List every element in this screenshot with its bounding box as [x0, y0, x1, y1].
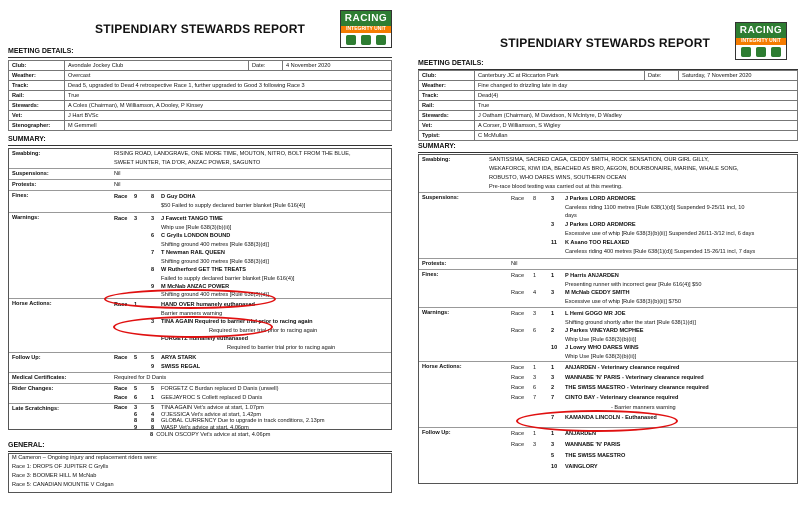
race-number: 6: [134, 411, 138, 418]
swabbing-line: SWEET HUNTER, TIA D'OR, ANZAC POWER, SAGUNTO: [114, 159, 261, 166]
detail: Shifting ground 300 metres [Rule 638(3)(d)]: [161, 258, 269, 265]
race-label: Race: [114, 405, 128, 411]
detail: $50 Failed to supply declared barrier blanket [Rule 616(4)]: [161, 203, 306, 209]
race-number: 1: [533, 431, 537, 437]
race-number: 8: [134, 418, 138, 424]
horse-action: THE SWISS MAESTRO - Veterinary clearance required: [565, 385, 709, 391]
horse-number: 8: [151, 424, 155, 431]
detail: Excessive use of whip [Rule 638(3)(b)(ii)] $750: [565, 298, 681, 305]
row-label: Rider Changes:: [12, 386, 54, 392]
horse-name: WANNABE 'N' PARIS: [565, 442, 621, 448]
race-number: 7: [533, 395, 537, 401]
race-number: 6: [533, 328, 537, 334]
horse-number: 1: [551, 431, 555, 437]
right-report-page: [410, 0, 810, 506]
rider-horse: D Guy DOHA: [161, 194, 196, 200]
right-report-title: STIPENDIARY STEWARDS REPORT: [500, 36, 711, 50]
horse-name: SWISS REGAL: [161, 363, 201, 370]
horse-action: ANJARDEN - Veterinary clearance required: [565, 365, 680, 371]
rider-horse: J Parkes LORD ARDMORE: [565, 196, 636, 202]
race-number: 1: [533, 273, 537, 279]
typist-label: Typist:: [419, 131, 475, 141]
row-label: Follow Up:: [422, 430, 451, 436]
detail: Shifting ground 400 metres [Rule 638(3)(d)]: [161, 292, 269, 298]
race-number: 9: [134, 194, 138, 200]
logo-integrity-unit: INTEGRITY UNIT: [341, 26, 391, 33]
race-label: Race: [114, 394, 128, 401]
row-value: Nil: [114, 182, 121, 188]
rail-label: Rail:: [9, 91, 65, 101]
rider-changes-row: [9, 384, 391, 404]
horse-number: 1: [551, 365, 555, 371]
divider: [8, 451, 392, 452]
race-label: Race: [114, 302, 128, 308]
right-summary-box: [418, 154, 798, 484]
horse-number: 7: [151, 250, 155, 256]
medical-row: [9, 373, 391, 384]
horse-number: 3: [151, 319, 155, 325]
row-label: Fines:: [12, 193, 29, 199]
horse-number: 8: [150, 432, 154, 438]
race-number: 5: [134, 386, 138, 392]
row-label: Late Scratchings:: [12, 406, 59, 412]
race-label: Race: [114, 386, 128, 392]
track-value: Dead 5, upgraded to Dead 4 retrospective Race 1, further upgraded to Good 3 following Race 3: [65, 81, 392, 91]
rider-horse: J Parkes VINEYARD MCPHEE: [565, 328, 644, 334]
horse-number: 8: [151, 194, 155, 200]
rail-value: True: [475, 101, 798, 111]
suspensions-row: [9, 169, 391, 180]
race-label: Race: [114, 194, 128, 200]
race-number: 3: [533, 442, 537, 448]
horse-action: Required to barrier trial prior to racing again: [209, 327, 318, 334]
race-number: 6: [134, 394, 138, 401]
detail: Failed to supply declared barrier blanket [Rule 616(4)]: [161, 275, 295, 282]
rail-value: True: [65, 91, 392, 101]
race-label: Race: [511, 442, 525, 448]
horse-action: FORGETZ humanely euthanased: [161, 336, 249, 342]
right-racing-integrity-logo: [735, 22, 787, 60]
rider-horse: M McNab ANZAC POWER: [161, 284, 230, 290]
divider: [8, 145, 392, 146]
row-label: Follow Up:: [12, 355, 41, 361]
row-label: Protests:: [422, 261, 447, 267]
stewards-value: J Oatham (Chairman), M Davidson, N McIntyre, D Wadley: [475, 111, 798, 121]
rider-horse: J Parkes LORD ARDMORE: [565, 222, 636, 228]
right-meeting-table: [418, 70, 798, 141]
follow-up-row: [9, 353, 391, 373]
vet-label: Vet:: [9, 111, 65, 121]
row-value: Required for D Danis: [114, 375, 167, 381]
left-report-page: [0, 0, 396, 506]
race-label: Race: [511, 196, 525, 202]
stewards-label: Stewards:: [419, 111, 475, 121]
stewards-value: A Coles (Chairman), M Williamson, A Dooley, P Kinsey: [65, 101, 392, 111]
horse-icon: [361, 35, 371, 45]
horse-number: 10: [551, 345, 558, 351]
horse-number: 3: [551, 442, 555, 448]
date-value: Saturday, 7 November 2020: [679, 71, 798, 81]
general-line: Race 1: DROPS OF JUPITER C Grylls: [12, 464, 109, 470]
swabbing-row: [9, 149, 391, 169]
late-scratchings-row: [9, 404, 391, 431]
rider-horse: J Lowry WHO DARES WINS: [565, 345, 639, 351]
scratching: WASP Vet's advice at start, 4.06pm: [161, 424, 249, 431]
date-label: Date:: [645, 71, 679, 81]
horse-number: 8: [151, 418, 155, 424]
left-general-heading: GENERAL:: [8, 442, 45, 449]
horse-number: 1: [551, 273, 555, 279]
row-value: Nil: [114, 171, 121, 177]
swabbing-line: RISING ROAD, LANDGRAVE, ONE MORE TIME, MOUTON, NITRO, BOLT FROM THE BLUE,: [114, 151, 351, 157]
horse-number: 6: [151, 233, 155, 239]
horse-number: 8: [151, 267, 155, 273]
right-meeting-heading: MEETING DETAILS:: [418, 60, 484, 67]
left-meeting-heading: MEETING DETAILS:: [8, 48, 74, 55]
race-label: Race: [511, 375, 525, 381]
weather-value: Fine changed to drizzling late in day: [475, 81, 798, 91]
detail: Whip use [Rule 638(3)(b)(ii)]: [161, 224, 232, 231]
horse-number: 9: [151, 284, 155, 290]
race-label: Race: [114, 355, 128, 361]
swabbing-line: Pre-race blood testing was carried out at this meeting.: [489, 184, 623, 190]
logo-horse-icons: [736, 45, 786, 59]
horse-action: TINA AGAIN Required to barrier trial prior to racing again: [161, 319, 313, 325]
horse-number: 5: [551, 453, 555, 459]
race-number: 3: [533, 311, 537, 317]
date-label: Date:: [249, 61, 283, 71]
rider-horse: C Grylls LONDON BOUND: [161, 233, 231, 239]
rider-change: GEEJAYROC S Collett replaced D Danis: [161, 394, 263, 401]
red-circle-annotation: [516, 410, 678, 432]
general-line: Race 5: CANADIAN MOUNTIE V Colgan: [12, 482, 114, 488]
weather-label: Weather:: [9, 71, 65, 81]
horse-name: THE SWISS MAESTRO: [565, 453, 626, 459]
horse-number: 2: [551, 328, 555, 334]
logo-integrity-unit: INTEGRITY UNIT: [736, 38, 786, 45]
race-number: 6: [533, 385, 537, 391]
swabbing-row: [419, 155, 797, 193]
race-label: Race: [511, 328, 525, 334]
detail: Excessive use of whip [Rule 638(3)(b)(ii)] Suspended 26/11-3/12 incl, 6 days: [565, 230, 755, 237]
row-label: Fines:: [422, 272, 439, 278]
divider: [8, 57, 392, 58]
weather-label: Weather:: [419, 81, 475, 91]
protests-row: [9, 180, 391, 191]
detail: Careless riding 400 metres [Rule 638(1)(d)] Suspended 15-26/11 incl, 7 days: [565, 248, 756, 255]
club-label: Club:: [9, 61, 65, 71]
follow-up-row: [419, 428, 797, 485]
rider-change: FORGETZ C Burdan replaced D Danis (unwell): [161, 386, 279, 392]
left-summary-heading: SUMMARY:: [8, 136, 46, 143]
scratching: COLIN OSCOPY Vet's advice at start, 4.06pm: [156, 432, 271, 438]
row-label: Swabbing:: [12, 151, 41, 157]
horse-number: 3: [551, 290, 555, 296]
scratching: TINA AGAIN Vet's advice at start, 1.07pm: [161, 405, 264, 411]
left-general-box: [8, 453, 392, 493]
horse-number: 10: [551, 464, 558, 470]
scratching: GLOBAL CURRENCY Due to upgrade in track conditions, 2.13pm: [161, 418, 325, 424]
rider-horse: M McNab CEDDY SMITH: [565, 290, 630, 296]
horse-icon: [376, 35, 386, 45]
race-label: Race: [511, 311, 525, 317]
rail-label: Rail:: [419, 101, 475, 111]
row-value: Nil: [511, 261, 518, 267]
row-label: Medical Certificates:: [12, 375, 67, 381]
rider-horse: W Rutherford GET THE TREATS: [161, 267, 247, 273]
race-label: Race: [511, 365, 525, 371]
horse-number: 5: [151, 405, 155, 411]
suspensions-row: [419, 193, 797, 259]
vet-value: J Hart BVSc: [65, 111, 392, 121]
horse-number: 7: [551, 395, 555, 401]
horse-action: WANNABE 'N' PARIS - Veterinary clearance required: [565, 375, 704, 381]
warnings-row: [9, 213, 391, 299]
race-number: 3: [134, 405, 138, 411]
horse-icon: [756, 47, 766, 57]
protests-row: [419, 259, 797, 270]
row-label: Swabbing:: [422, 157, 451, 163]
weather-value: Overcast: [65, 71, 392, 81]
typist-value: C McMullan: [475, 131, 798, 141]
left-meeting-table: [8, 60, 392, 131]
horse-number: 3: [551, 222, 555, 228]
rider-horse: T Newman RAIL QUEEN: [161, 250, 225, 256]
fines-row: [9, 191, 391, 213]
club-label: Club:: [419, 71, 475, 81]
race-label: Race: [511, 273, 525, 279]
track-value: Dead(4): [475, 91, 798, 101]
detail: Whip Use [Rule 638(3)(b)(ii)]: [565, 336, 637, 343]
left-report-title: STIPENDIARY STEWARDS REPORT: [95, 22, 306, 36]
race-number: 4: [533, 290, 537, 296]
race-number: 8: [533, 196, 537, 202]
stenographer-value: M Gemmell: [65, 121, 392, 131]
horse-name: ANJARDEN: [565, 431, 597, 437]
race-label: Race: [511, 431, 525, 437]
row-label: Horse Actions:: [12, 301, 52, 307]
race-number: 1: [134, 302, 138, 308]
race-label: Race: [511, 290, 525, 296]
horse-icon: [741, 47, 751, 57]
row-label: Warnings:: [422, 310, 450, 316]
rider-horse: L Hemi GOGO MR JOE: [565, 311, 626, 317]
horse-number: 5: [151, 355, 155, 361]
stenographer-label: Stenographer:: [9, 121, 65, 131]
race-label: Race: [114, 216, 128, 222]
logo-racing-word: RACING: [341, 11, 391, 26]
detail: Shifting ground shortly after the start [Rule 638(1)(d)]: [565, 319, 696, 326]
club-value: Canterbury JC at Riccarton Park: [475, 71, 645, 81]
row-label: Warnings:: [12, 215, 40, 221]
horse-action: Barrier manners warning: [161, 310, 223, 317]
detail: Presenting runner with incorrect gear [Rule 616(4)] $50: [565, 281, 702, 288]
horse-action: Required to barrier trial prior to racing again: [227, 344, 336, 351]
horse-action: - Barrier manners warning: [611, 405, 676, 411]
race-number: 9: [134, 424, 138, 431]
rider-horse: P Harris ANJARDEN: [565, 273, 619, 279]
date-value: 4 November 2020: [283, 61, 392, 71]
swabbing-line: ROBUSTO, WHO DARES WINS, SOUTHERN OCEAN: [489, 175, 627, 181]
left-racing-integrity-logo: [340, 10, 392, 48]
horse-number: 3: [151, 216, 155, 222]
logo-horse-icons: [341, 33, 391, 47]
row-label: Protests:: [12, 182, 37, 188]
horse-number: 3: [551, 196, 555, 202]
row-label: Horse Actions:: [422, 364, 462, 370]
swabbing-line: SANTISSIMA, SACRED CAGA, CEDDY SMITH, ROCK SENSATION, OUR GIRL GILLY,: [489, 157, 709, 163]
horse-name: ARYA STARK: [161, 355, 197, 361]
right-summary-heading: SUMMARY:: [418, 143, 456, 150]
horse-number: 3: [551, 375, 555, 381]
red-circle-annotation: [113, 316, 273, 338]
horse-number: 7: [551, 415, 555, 421]
race-number: 3: [134, 216, 138, 222]
rider-horse: K Asano TOO RELAXED: [565, 240, 630, 246]
horse-number: 5: [151, 386, 155, 392]
horse-action: KAMANDA LINCOLN - Euthanased: [565, 415, 657, 421]
detail: Whip Use [Rule 638(3)(b)(ii)]: [565, 353, 637, 360]
horse-number: 11: [551, 240, 557, 246]
fines-row: [419, 270, 797, 308]
stewards-label: Stewards:: [9, 101, 65, 111]
vet-value: A Corser, D Williamson, S Wigley: [475, 121, 798, 131]
horse-name: VAINGLORY: [565, 464, 598, 470]
late-scratching-extra: [150, 431, 270, 439]
race-number: 3: [533, 375, 537, 381]
horse-icon: [346, 35, 356, 45]
horse-number: 4: [151, 411, 155, 418]
horse-action: HAND OVER humanely euthanased: [161, 302, 255, 308]
track-label: Track:: [9, 81, 65, 91]
race-label: Race: [511, 385, 525, 391]
track-label: Track:: [419, 91, 475, 101]
club-value: Avondale Jockey Club: [65, 61, 249, 71]
swabbing-line: WEKAFORCE, KIWI IDA, BEACHED AS BRO, AEGON, BOURBONAIRE, MARINE, WHALE SONG,: [489, 166, 739, 172]
general-line: Race 3: BOOMER HILL M McNab: [12, 473, 97, 479]
warnings-row: [419, 308, 797, 362]
rider-horse: J Fawcett TANGO TIME: [161, 216, 223, 222]
race-number: 1: [533, 365, 537, 371]
logo-racing-word: RACING: [736, 23, 786, 38]
horse-icon: [771, 47, 781, 57]
race-label: Race: [511, 395, 525, 401]
horse-number: 9: [151, 363, 155, 370]
general-line: M Cameron – Ongoing injury and replacement riders were:: [12, 455, 158, 461]
horse-number: 1: [551, 311, 555, 317]
row-label: Suspensions:: [12, 171, 49, 177]
divider: [418, 152, 798, 153]
red-circle-annotation: [104, 289, 276, 309]
race-number: 5: [134, 355, 138, 361]
detail: days: [565, 213, 577, 219]
horse-number: 1: [151, 394, 155, 401]
horse-action: CINTO BAY - Veterinary clearance required: [565, 395, 679, 401]
horse-number: 2: [551, 385, 555, 391]
scratching: O'JESSICA Vet's advice at start, 1.42pm: [161, 411, 262, 418]
detail: Careless riding 1100 metres [Rule 638(1)(d)] Suspended 9-25/11 incl, 10: [565, 204, 745, 211]
row-label: Suspensions:: [422, 195, 459, 201]
detail: Shifting ground 400 metres [Rule 638(3)(d)]: [161, 241, 269, 248]
vet-label: Vet:: [419, 121, 475, 131]
